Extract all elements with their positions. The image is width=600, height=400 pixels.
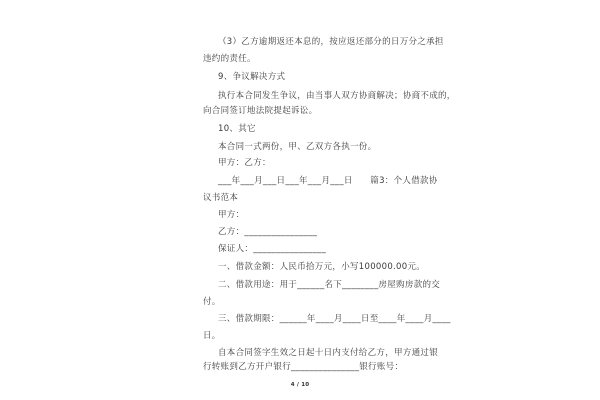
section-heading: 9、争议解决方式 [218,72,286,82]
text-line: 甲方：乙方： [218,158,271,168]
text-line: 甲方： [218,210,245,220]
text-line: 行转账到乙方开户银行_______________银行账号： [203,362,404,372]
page-number: 4 / 10 [290,382,310,388]
text-line: 二、借款用途：用于______名下________房屋购房款的交 [218,280,441,290]
text-line: 三、借款期限：______年____月____日至____年____月____ [218,314,451,324]
text-line: 自本合同签字生效之日起十日内支付给乙方，甲方通过银 [218,348,439,358]
text-line: 保证人：________________ [218,244,327,254]
text-line: 一、借款金额：人民币拾万元，小写100000.00元。 [218,262,426,272]
text-line: 议书范本 [203,193,239,203]
text-line: 执行本合同发生争议，由当事人双方协商解决；协商不成的， [218,91,456,101]
text-line: 本合同一式两份，甲、乙双方各执一份。 [218,142,377,152]
text-line: ___年___月___日___年___月___日 篇3：个人借款协 [218,176,438,186]
text-line: 乙方：________________ [218,227,318,237]
section-heading: 10、其它 [218,124,256,134]
text-line: 向合同签订地法院提起诉讼。 [203,106,318,116]
text-line: 日。 [203,331,221,341]
text-line: 违约的责任。 [203,54,256,64]
text-line: 付。 [203,297,221,307]
text-line: （3）乙方逾期返还本息的，按应返还部分的日万分之承担 [218,37,444,47]
